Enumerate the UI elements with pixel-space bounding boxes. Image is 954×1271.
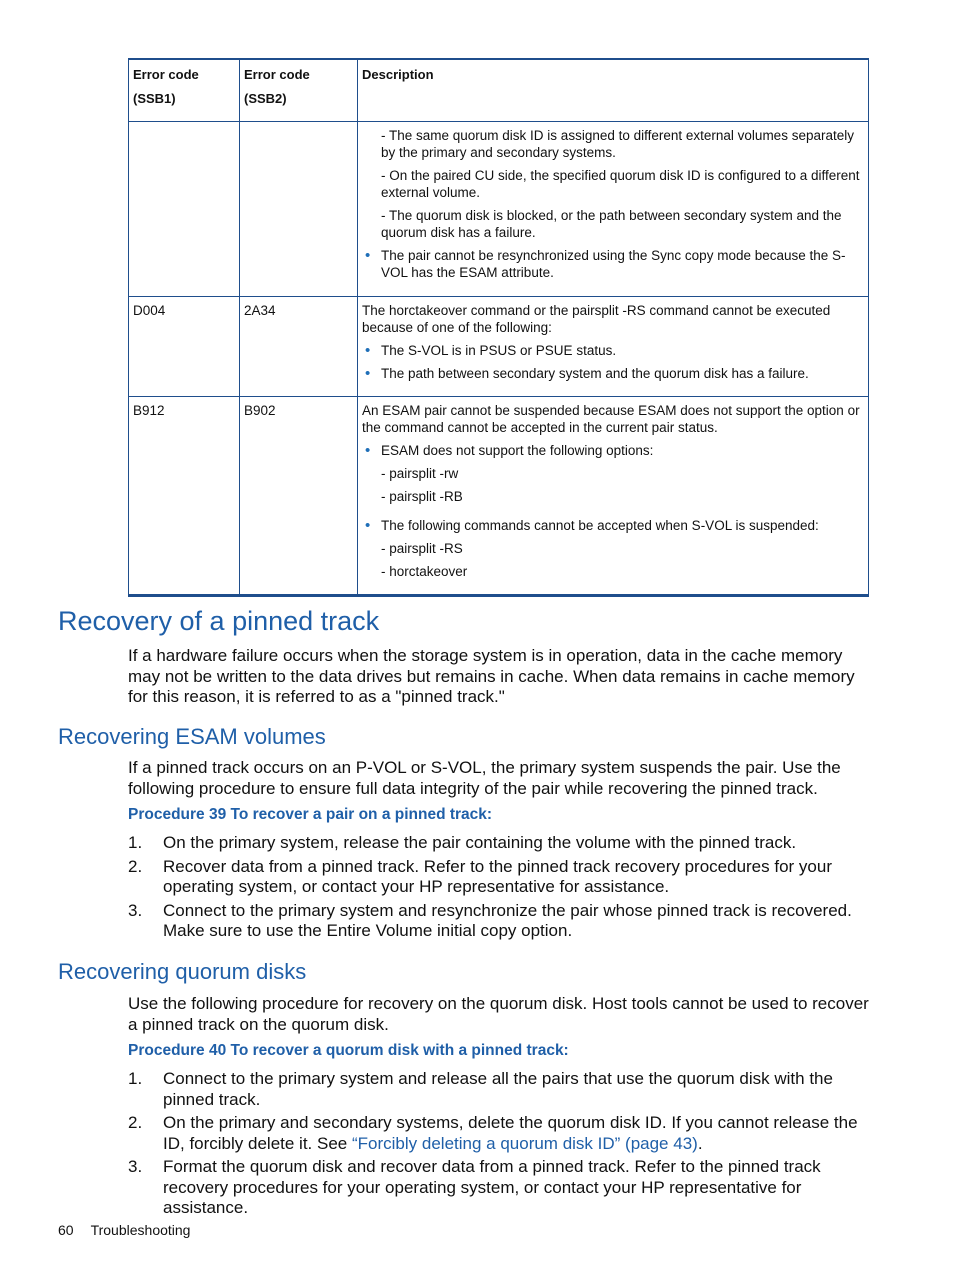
sub-item: - The quorum disk is blocked, or the path between secondary system and the quorum disk has a failure. [381,208,842,240]
sub-item: - pairsplit -RS [381,541,463,556]
sub-item: - On the paired CU side, the specified quorum disk ID is configured to a different external volume. [381,168,860,200]
bullet-item: • The following commands cannot be accepted when S-VOL is suspended: [362,517,864,534]
section-title-pinned-track: Recovery of a pinned track [58,606,380,636]
error-code-table [128,58,869,597]
bullet-item: • The pair cannot be resynchronized using the Sync copy mode because the S-VOL has the ESAM attribute. [362,247,864,281]
esam-body: If a pinned track occurs on an P-VOL or S-VOL, the primary system suspends the pair. Use the following procedure to ensure full data integrity of the pair while recovering the pinned track. [128,758,841,798]
cell-ssb2 [240,122,358,297]
cell-ssb2: 2A34 [240,297,358,397]
table-row [129,397,869,596]
sub-item: - The same quorum disk ID is assigned to different external volumes separately by the primary and secondary systems. [381,128,854,160]
cell-description [358,297,869,397]
section-title-esam: Recovering ESAM volumes [58,724,326,749]
list-item: 3. Format the quorum disk and recover data from a pinned track. Refer to the pinned track recovery procedures for your operating system, or contact your HP representative for assistance. [128,1157,821,1217]
cell-ssb1: B912 [129,397,240,596]
description-intro: The horctakeover command or the pairsplit -RS command cannot be executed because of one of the following: [362,303,831,335]
section-title-quorum: Recovering quorum disks [58,959,307,984]
header-ssb2: Error code (SSB2) [240,59,358,122]
cell-ssb1: D004 [129,297,240,397]
footer-section: Troubleshooting [90,1222,191,1238]
esam-steps [128,833,873,945]
page-number: 60 [58,1222,74,1238]
procedure-40-title: Procedure 40 To recover a quorum disk with a pinned track: [128,1042,569,1059]
cell-description [358,122,869,297]
list-item: 2. On the primary and secondary systems, delete the quorum disk ID. If you cannot release the ID, forcibly delete it. See “Forcibly deleting a quorum disk ID” (page 43). [128,1113,858,1153]
pinned-track-body: If a hardware failure occurs when the storage system is in operation, data in the cache memory may not be written to the data drives but remains in cache. When data remains in cache memory for this reason, it is referred to as a "pinned track." [128,646,855,706]
header-ssb1: Error code (SSB1) [129,59,240,122]
header-description: Description [358,59,869,122]
list-item: 1. Connect to the primary system and release all the pairs that use the quorum disk with the pinned track. [128,1069,833,1109]
sub-item: - pairsplit -RB [381,489,463,504]
bullet-item: • The path between secondary system and the quorum disk has a failure. [362,365,864,382]
page-footer [58,1222,190,1238]
table-header-row [129,59,869,122]
list-item: 3. Connect to the primary system and resynchronize the pair whose pinned track is recovered. Make sure to use the Entire Volume initial copy option. [128,900,852,940]
bullet-item: • ESAM does not support the following options: [362,442,864,459]
quorum-body: Use the following procedure for recovery on the quorum disk. Host tools cannot be used to recover a pinned track on the quorum disk. [128,994,869,1034]
bullet-item: • The S-VOL is in PSUS or PSUE status. [362,342,864,359]
cell-ssb1 [129,122,240,297]
cell-ssb2: B902 [240,397,358,596]
table-row [129,297,869,397]
list-item: 1. On the primary system, release the pair containing the volume with the pinned track. [128,833,797,852]
cell-description [358,397,869,596]
table-row [129,122,869,297]
quorum-steps [128,1069,873,1222]
sub-item: - pairsplit -rw [381,466,459,481]
procedure-39-title: Procedure 39 To recover a pair on a pinned track: [128,806,493,823]
list-item: 2. Recover data from a pinned track. Refer to the pinned track recovery procedures for your operating system, or contact your HP representative for assistance. [128,856,832,896]
description-intro: An ESAM pair cannot be suspended because ESAM does not support the option or the command cannot be accepted in the current pair status. [362,403,860,435]
forcibly-deleting-quorum-disk-link[interactable]: “Forcibly deleting a quorum disk ID” (page 43) [351,1133,698,1153]
sub-item: - horctakeover [381,564,468,579]
